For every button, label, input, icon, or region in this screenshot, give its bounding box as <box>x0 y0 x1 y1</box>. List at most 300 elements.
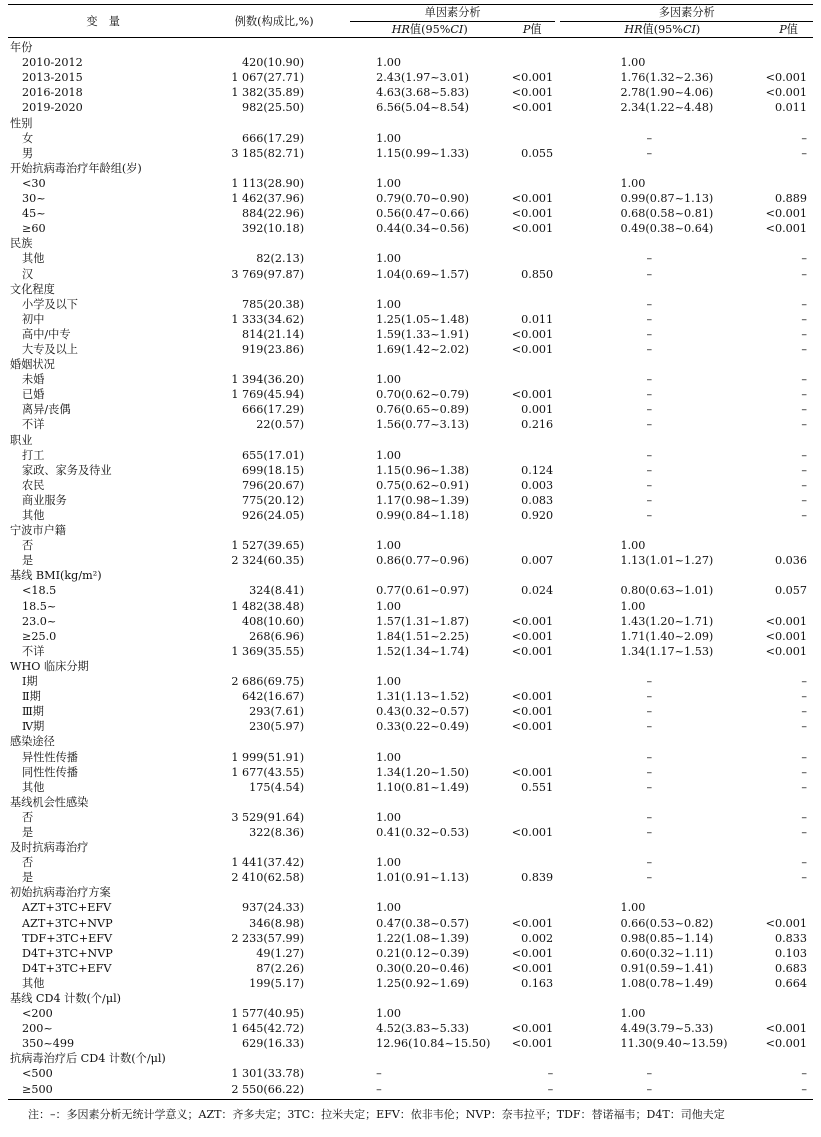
p-multivariate-cell: – <box>801 493 807 507</box>
cases-cell: 22(0.57) <box>256 418 305 432</box>
hr-multivariate-cell <box>560 282 764 297</box>
row-label: 18.5~ <box>22 599 57 613</box>
hr-univariate-cell: 0.70(0.62~0.79) <box>376 388 469 402</box>
table-row <box>8 961 813 976</box>
hr-multivariate-cell <box>560 433 764 448</box>
hr-univariate-cell: 1.22(1.08~1.39) <box>376 931 469 945</box>
p-multivariate-cell: – <box>801 448 807 462</box>
row-label: 其他 <box>22 780 45 794</box>
cases-cell: 293(7.61) <box>249 705 305 719</box>
hr-multivariate-cell: – <box>646 765 653 779</box>
row-label: Ⅲ期 <box>22 705 44 719</box>
p-univariate-cell: <0.001 <box>511 961 554 975</box>
row-label: 否 <box>22 810 34 824</box>
p-univariate-cell: 0.163 <box>521 976 554 990</box>
hr-univariate-cell <box>350 433 509 448</box>
hr-multivariate-cell: – <box>646 342 653 356</box>
hr-univariate-cell <box>350 38 509 56</box>
hr-multivariate-cell: – <box>646 267 653 281</box>
table-row <box>8 1006 813 1021</box>
p-multivariate-cell: – <box>801 750 807 764</box>
p-multivariate-cell: – <box>801 509 807 522</box>
p-univariate-cell: 0.024 <box>521 584 554 598</box>
row-label: 已婚 <box>22 388 45 402</box>
hr-univariate-cell <box>350 161 509 176</box>
cases-cell <box>198 1051 350 1066</box>
cases-cell: 1 067(27.71) <box>231 71 305 85</box>
cases-cell: 1 441(37.42) <box>231 856 305 870</box>
header-hr-univariate: HR值(95%CI) <box>350 22 509 38</box>
hr-univariate-cell: 1.00 <box>376 901 402 915</box>
row-label: 基线机会性感染 <box>10 795 89 809</box>
table-row <box>8 70 813 85</box>
table-footnote: 注：–：多因素分析无统计学意义；AZT：齐多夫定；3TC：拉米夫定；EFV：依非韦伦；NVP：奈韦拉平；TDF：替诺福韦；D4T：司他夫定 <box>28 1107 725 1121</box>
row-label: 年份 <box>10 41 33 55</box>
table-row <box>8 689 813 704</box>
p-univariate-cell <box>509 236 555 251</box>
hr-multivariate-cell: – <box>646 131 653 145</box>
p-univariate-cell <box>509 282 555 297</box>
row-label: 基线 CD4 计数(个/μl) <box>10 992 122 1005</box>
row-label: 初中 <box>22 312 45 326</box>
hr-univariate-cell: 1.00 <box>376 750 402 764</box>
row-label: 汉 <box>22 267 34 281</box>
p-univariate-cell <box>509 568 555 583</box>
p-univariate-cell <box>509 538 555 553</box>
row-label: 2019-2020 <box>22 101 83 115</box>
cases-cell: 2 686(69.75) <box>231 675 305 689</box>
row-label: 离异/丧偶 <box>22 403 71 417</box>
hr-multivariate-cell: – <box>646 856 653 870</box>
hr-multivariate-cell <box>560 734 764 749</box>
table-row <box>8 583 813 598</box>
p-univariate-cell <box>509 448 555 463</box>
row-label: <200 <box>22 1007 53 1021</box>
row-label: 其他 <box>22 976 45 990</box>
hr-univariate-cell: 1.15(0.99~1.33) <box>376 146 469 160</box>
p-univariate-cell: <0.001 <box>511 222 554 236</box>
hr-multivariate-cell: – <box>646 750 653 764</box>
hr-multivariate-cell: 0.49(0.38~0.64) <box>620 222 714 236</box>
p-univariate-cell <box>509 1051 555 1066</box>
cases-cell: 1 769(45.94) <box>231 388 305 402</box>
cases-cell <box>198 568 350 583</box>
p-multivariate-cell <box>764 795 813 810</box>
cases-cell: 1 462(37.96) <box>231 192 305 206</box>
table-row <box>8 810 813 825</box>
p-univariate-cell: <0.001 <box>511 916 554 930</box>
group-row <box>8 357 813 372</box>
p-univariate-cell: 0.003 <box>521 478 554 492</box>
cases-cell: 230(5.97) <box>249 720 305 734</box>
p-univariate-cell <box>509 116 555 131</box>
cases-cell: 642(16.67) <box>242 690 305 704</box>
p-multivariate-cell <box>764 568 813 583</box>
p-univariate-cell <box>509 38 555 56</box>
p-univariate-cell <box>509 372 555 387</box>
group-row <box>8 991 813 1006</box>
hr-multivariate-cell: – <box>646 312 653 326</box>
cases-cell <box>198 357 350 372</box>
hr-univariate-cell: 1.00 <box>376 252 402 266</box>
p-univariate-cell: 0.124 <box>521 463 554 477</box>
cases-cell: 666(17.29) <box>242 131 305 145</box>
hr-univariate-cell: 0.76(0.65~0.89) <box>376 403 469 417</box>
table-row <box>8 146 813 161</box>
table-row <box>8 221 813 236</box>
p-multivariate-cell <box>764 840 813 855</box>
hr-univariate-cell <box>350 116 509 131</box>
table-row <box>8 946 813 961</box>
row-label: AZT+3TC+NVP <box>22 916 113 930</box>
hr-univariate-cell: 1.17(0.98~1.39) <box>376 493 469 507</box>
row-label: <30 <box>22 176 46 190</box>
table-row <box>8 900 813 915</box>
cases-cell <box>198 734 350 749</box>
p-multivariate-cell: – <box>801 418 807 432</box>
hr-multivariate-cell: – <box>646 373 653 387</box>
p-univariate-cell <box>509 750 555 765</box>
header-variable: 变 量 <box>8 5 198 38</box>
hr-univariate-cell: 0.75(0.62~0.91) <box>376 478 469 492</box>
hr-univariate-cell: – <box>350 1082 509 1100</box>
p-multivariate-cell: – <box>801 403 807 417</box>
p-multivariate-cell: – <box>801 780 807 794</box>
p-univariate-cell <box>509 161 555 176</box>
cases-cell: 2 550(66.22) <box>198 1082 350 1100</box>
p-multivariate-cell: – <box>801 131 807 145</box>
table-row <box>8 1021 813 1036</box>
cases-cell: 82(2.13) <box>256 252 305 266</box>
p-multivariate-cell <box>764 55 813 70</box>
cases-cell: 884(22.96) <box>242 207 305 221</box>
cases-cell: 1 577(40.95) <box>231 1007 305 1021</box>
hr-multivariate-cell: 1.00 <box>620 539 646 553</box>
p-univariate-cell: <0.001 <box>511 86 554 100</box>
hr-multivariate-cell: 2.78(1.90~4.06) <box>620 86 714 100</box>
table-row <box>8 538 813 553</box>
p-multivariate-cell: – <box>801 267 807 281</box>
hr-univariate-cell: 0.33(0.22~0.49) <box>376 720 469 734</box>
p-multivariate-cell: – <box>801 478 807 492</box>
p-univariate-cell: <0.001 <box>511 1037 554 1051</box>
hr-multivariate-cell: 1.71(1.40~2.09) <box>620 629 714 643</box>
p-multivariate-cell: – <box>801 388 807 402</box>
group-row <box>8 161 813 176</box>
table-row <box>8 402 813 417</box>
hr-multivariate-cell: 1.00 <box>620 901 646 915</box>
p-multivariate-cell: 0.683 <box>774 961 807 975</box>
cases-cell: 775(20.12) <box>242 493 305 507</box>
row-label: 文化程度 <box>10 282 55 296</box>
group-row <box>8 282 813 297</box>
hr-univariate-cell: 1.01(0.91~1.13) <box>376 871 469 885</box>
p-multivariate-cell: – <box>801 690 807 704</box>
hr-multivariate-cell: – <box>646 463 653 477</box>
cases-cell: 655(17.01) <box>242 448 305 462</box>
hr-multivariate-cell: – <box>646 720 653 734</box>
p-univariate-cell: 0.011 <box>521 312 554 326</box>
p-multivariate-cell <box>764 599 813 614</box>
cases-cell: 87(2.26) <box>256 961 305 975</box>
hr-univariate-cell: 1.04(0.69~1.57) <box>376 267 469 281</box>
p-multivariate-cell: – <box>801 720 807 734</box>
p-univariate-cell: 0.002 <box>521 931 554 945</box>
row-label: 农民 <box>22 478 45 492</box>
p-multivariate-cell: <0.001 <box>765 614 807 628</box>
hr-univariate-cell: 1.00 <box>376 599 402 613</box>
table-body <box>8 38 813 1100</box>
table-row <box>8 191 813 206</box>
p-multivariate-cell: <0.001 <box>765 644 807 658</box>
hr-multivariate-cell <box>560 116 764 131</box>
p-multivariate-cell: – <box>801 765 807 779</box>
cases-cell <box>198 885 350 900</box>
table-row <box>8 614 813 629</box>
hr-multivariate-cell: – <box>646 403 653 417</box>
cases-cell: 408(10.60) <box>242 614 305 628</box>
table-header <box>8 5 813 38</box>
hr-univariate-cell: 1.00 <box>376 675 402 689</box>
p-univariate-cell: <0.001 <box>511 614 554 628</box>
hr-multivariate-cell: 11.30(9.40~13.59) <box>620 1037 728 1051</box>
cases-cell: 919(23.86) <box>242 342 305 356</box>
p-multivariate-cell <box>764 991 813 1006</box>
cases-cell: 814(21.14) <box>242 327 305 341</box>
cases-cell <box>198 116 350 131</box>
hr-univariate-cell: 6.56(5.04~8.54) <box>376 101 469 115</box>
p-univariate-cell <box>509 840 555 855</box>
p-multivariate-cell <box>764 116 813 131</box>
p-univariate-cell: 0.007 <box>521 554 554 568</box>
hr-multivariate-cell: 1.34(1.17~1.53) <box>620 644 714 658</box>
hr-univariate-cell <box>350 357 509 372</box>
p-univariate-cell <box>509 599 555 614</box>
cases-cell: 1 527(39.65) <box>231 539 305 553</box>
cases-cell: 796(20.67) <box>242 478 305 492</box>
cases-cell: 1 369(35.55) <box>231 644 305 658</box>
cases-cell: 3 529(91.64) <box>231 810 305 824</box>
hr-univariate-cell <box>350 885 509 900</box>
hr-univariate-cell: 0.77(0.61~0.97) <box>376 584 469 598</box>
p-multivariate-cell: – <box>764 1082 813 1100</box>
table-row <box>8 463 813 478</box>
row-label: 45~ <box>22 207 46 221</box>
hr-univariate-cell: 1.00 <box>376 1007 402 1021</box>
cases-cell: 420(10.90) <box>242 56 305 70</box>
table-row <box>8 825 813 840</box>
group-row <box>8 1051 813 1066</box>
hr-multivariate-cell: 0.98(0.85~1.14) <box>620 931 714 945</box>
table-row <box>8 131 813 146</box>
p-univariate-cell <box>509 131 555 146</box>
p-multivariate-cell: – <box>801 327 807 341</box>
hr-multivariate-cell <box>560 357 764 372</box>
hr-univariate-cell <box>350 523 509 538</box>
cases-cell: 785(20.38) <box>242 297 305 311</box>
hr-multivariate-cell: – <box>560 1082 764 1100</box>
table-row <box>8 855 813 870</box>
table-row <box>8 297 813 312</box>
hr-univariate-cell <box>350 1051 509 1066</box>
p-univariate-cell: <0.001 <box>511 1022 554 1036</box>
p-multivariate-cell <box>764 1051 813 1066</box>
hr-multivariate-cell: – <box>646 418 653 432</box>
p-univariate-cell <box>509 900 555 915</box>
hr-univariate-cell: 12.96(10.84~15.50) <box>376 1037 491 1051</box>
p-multivariate-cell: <0.001 <box>765 86 807 100</box>
table-row <box>8 704 813 719</box>
hr-univariate-cell: 1.00 <box>376 810 402 824</box>
table-row <box>8 372 813 387</box>
hr-results-table <box>8 4 813 1100</box>
row-label: 家政、家务及待业 <box>22 463 112 477</box>
row-label: 职业 <box>10 433 33 447</box>
hr-univariate-cell <box>350 840 509 855</box>
hr-multivariate-cell: 1.00 <box>620 176 646 190</box>
hr-univariate-cell: 0.21(0.12~0.39) <box>376 946 469 960</box>
row-label: 基线 BMI(kg/m²) <box>10 569 102 583</box>
table-row <box>8 478 813 493</box>
row-label: 200~ <box>22 1022 53 1036</box>
hr-multivariate-cell: – <box>646 388 653 402</box>
hr-multivariate-cell: 0.68(0.58~0.81) <box>620 207 714 221</box>
row-label: 及时抗病毒治疗 <box>10 841 89 855</box>
row-label: ≥500 <box>8 1082 198 1100</box>
hr-multivariate-cell: – <box>646 297 653 311</box>
hr-univariate-cell: 1.34(1.20~1.50) <box>376 765 469 779</box>
p-multivariate-cell: – <box>801 312 807 326</box>
cases-cell: 699(18.15) <box>242 463 305 477</box>
hr-univariate-cell <box>350 236 509 251</box>
hr-multivariate-cell <box>560 795 764 810</box>
hr-univariate-cell: 1.57(1.31~1.87) <box>376 614 469 628</box>
cases-cell: 982(25.50) <box>242 101 305 115</box>
row-label: 性别 <box>10 116 33 130</box>
cases-cell: 3 185(82.71) <box>231 146 305 160</box>
row-label: 打工 <box>22 448 45 462</box>
hr-multivariate-cell: 1.76(1.32~2.36) <box>620 71 714 85</box>
group-row <box>8 116 813 131</box>
table-row <box>8 750 813 765</box>
cases-cell: 1 333(34.62) <box>231 312 305 326</box>
hr-univariate-cell: 1.25(0.92~1.69) <box>376 976 469 990</box>
p-univariate-cell: <0.001 <box>511 705 554 719</box>
hr-multivariate-cell <box>560 991 764 1006</box>
p-univariate-cell <box>509 297 555 312</box>
table-row <box>8 508 813 523</box>
table-row <box>8 629 813 644</box>
p-multivariate-cell: <0.001 <box>765 916 807 930</box>
row-label: 女 <box>22 131 34 145</box>
header-hr-multivariate: HR值(95%CI) <box>560 22 764 38</box>
row-label: 是 <box>22 554 34 568</box>
hr-univariate-cell: 0.30(0.20~0.46) <box>376 961 469 975</box>
cases-cell: 2 324(60.35) <box>231 554 305 568</box>
hr-univariate-cell: 4.63(3.68~5.83) <box>376 86 469 100</box>
cases-cell: 1 394(36.20) <box>231 373 305 387</box>
row-label: 初始抗病毒治疗方案 <box>10 886 111 900</box>
p-multivariate-cell: – <box>801 342 807 356</box>
hr-univariate-cell: 1.00 <box>376 373 402 387</box>
p-univariate-cell: <0.001 <box>511 192 554 206</box>
hr-multivariate-cell: – <box>646 675 653 689</box>
p-multivariate-cell: 0.889 <box>774 192 807 206</box>
row-label: 2016-2018 <box>22 86 83 100</box>
hr-multivariate-cell: 4.49(3.79~5.33) <box>620 1022 714 1036</box>
hr-multivariate-cell: 1.08(0.78~1.49) <box>620 976 714 990</box>
row-label: 婚姻状况 <box>10 358 55 372</box>
p-univariate-cell <box>509 523 555 538</box>
hr-univariate-cell: 1.84(1.51~2.25) <box>376 629 469 643</box>
p-multivariate-cell: 0.664 <box>774 976 807 990</box>
cases-cell: 199(5.17) <box>249 976 305 990</box>
hr-univariate-cell: 0.47(0.38~0.57) <box>376 916 469 930</box>
table-row <box>8 100 813 115</box>
group-row <box>8 236 813 251</box>
hr-multivariate-cell: 0.91(0.59~1.41) <box>620 961 714 975</box>
p-multivariate-cell: – <box>801 252 807 266</box>
p-univariate-cell: <0.001 <box>511 629 554 643</box>
row-label: AZT+3TC+EFV <box>22 901 112 915</box>
hr-multivariate-cell: – <box>646 690 653 704</box>
hr-multivariate-cell: – <box>646 252 653 266</box>
cases-cell: 3 769(97.87) <box>231 267 305 281</box>
p-univariate-cell <box>509 55 555 70</box>
table-row <box>8 719 813 734</box>
p-univariate-cell <box>509 795 555 810</box>
cases-cell <box>198 991 350 1006</box>
cases-cell: 926(24.05) <box>242 509 305 522</box>
p-univariate-cell: 0.551 <box>521 780 554 794</box>
hr-univariate-cell: 1.00 <box>376 856 402 870</box>
hr-univariate-cell <box>350 795 509 810</box>
p-univariate-cell: 0.083 <box>521 493 554 507</box>
row-label: 未婚 <box>22 373 45 387</box>
table-row <box>8 417 813 432</box>
table-row <box>8 55 813 70</box>
p-multivariate-cell: – <box>801 1067 807 1081</box>
hr-multivariate-cell <box>560 236 764 251</box>
p-univariate-cell: 0.055 <box>521 146 554 160</box>
p-multivariate-cell: – <box>801 675 807 689</box>
hr-univariate-cell: 1.52(1.34~1.74) <box>376 644 469 658</box>
table-row <box>8 448 813 463</box>
group-row <box>8 523 813 538</box>
p-multivariate-cell <box>764 538 813 553</box>
hr-univariate-cell <box>350 659 509 674</box>
p-univariate-cell: 0.920 <box>521 509 554 522</box>
cases-cell: 629(16.33) <box>242 1037 305 1051</box>
row-label: <500 <box>22 1067 53 1081</box>
table-row <box>8 342 813 357</box>
cases-cell <box>198 38 350 56</box>
p-univariate-cell: <0.001 <box>511 71 554 85</box>
row-label: 350~499 <box>22 1037 75 1051</box>
p-univariate-cell <box>509 734 555 749</box>
table-row <box>8 176 813 191</box>
p-multivariate-cell <box>764 659 813 674</box>
row-label: 男 <box>22 146 34 160</box>
table-row <box>8 674 813 689</box>
p-multivariate-cell <box>764 1006 813 1021</box>
cases-cell: 1 999(51.91) <box>231 750 305 764</box>
p-multivariate-cell: <0.001 <box>765 629 807 643</box>
results-table-container <box>8 0 813 1122</box>
hr-multivariate-cell: 1.00 <box>620 56 646 70</box>
p-univariate-cell: 0.850 <box>521 267 554 281</box>
table-row <box>8 599 813 614</box>
